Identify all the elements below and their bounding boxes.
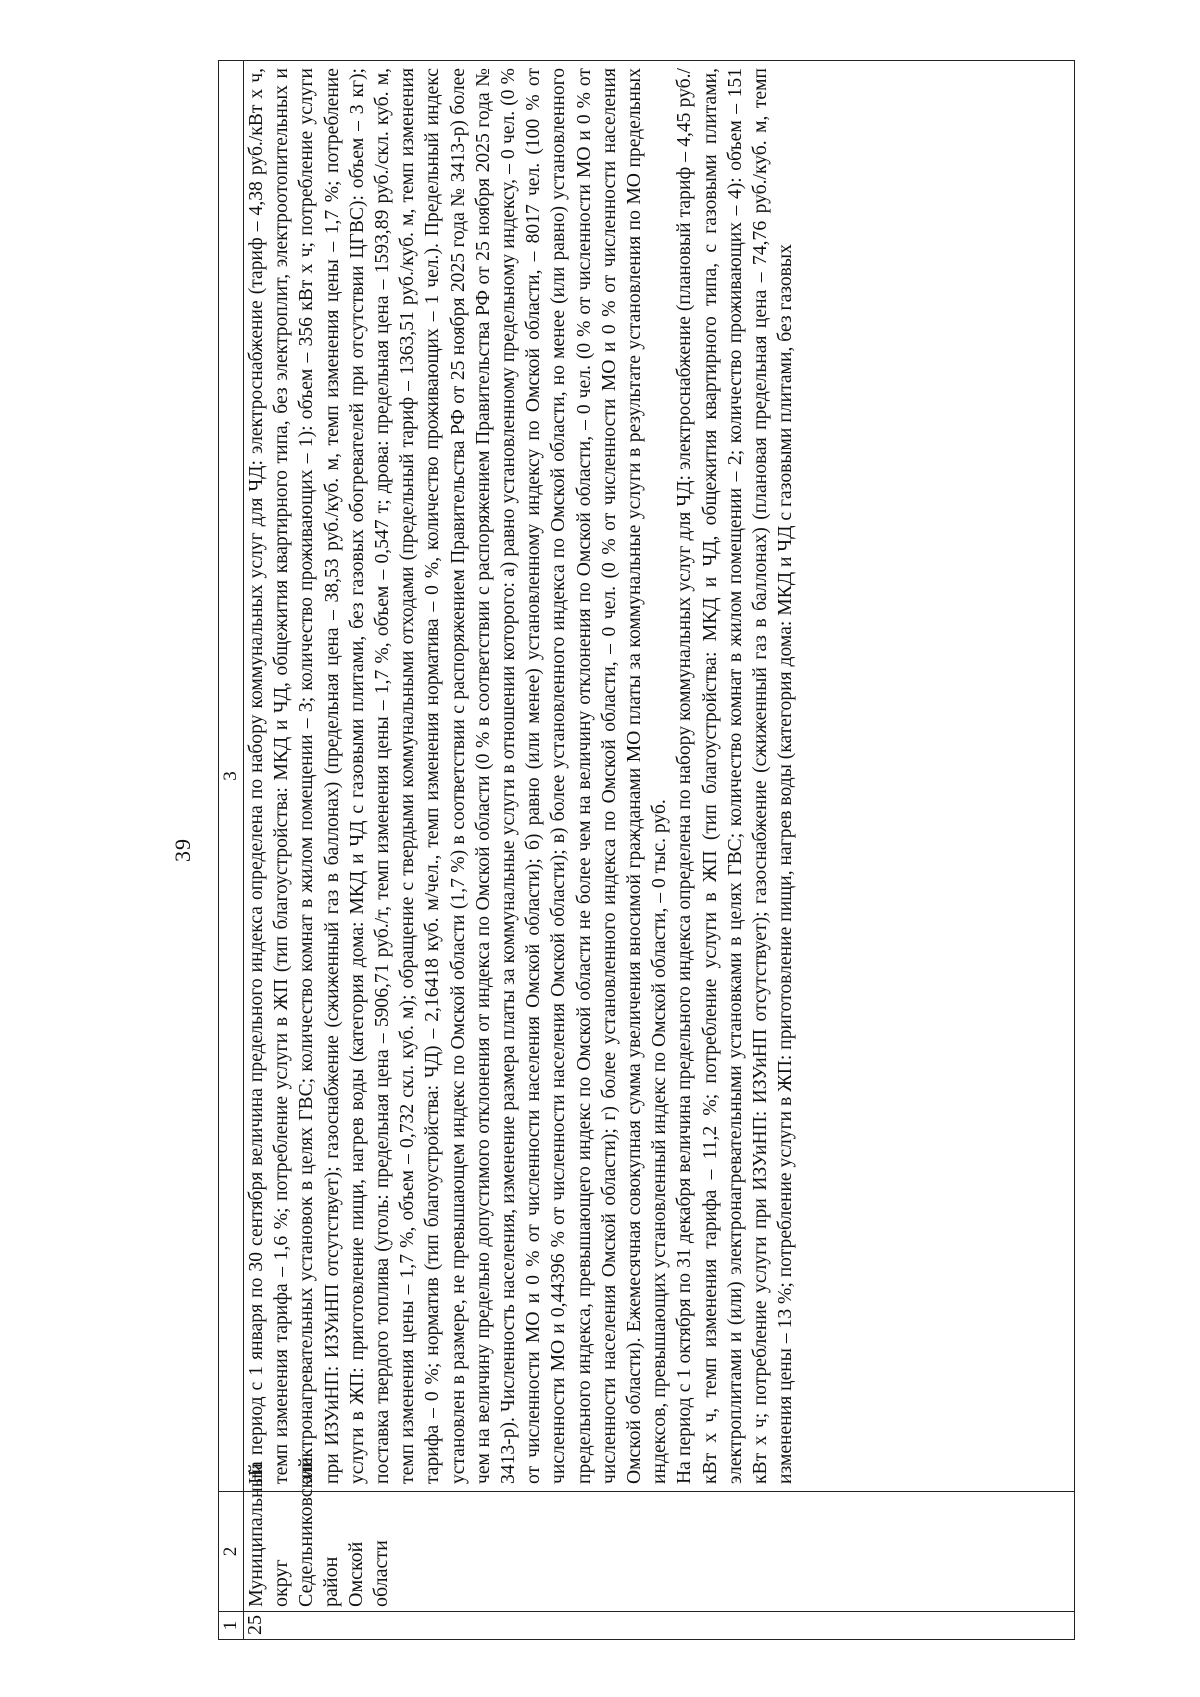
table-row — [244, 61, 1075, 1640]
table-header-row — [219, 61, 244, 1640]
description-cell — [244, 61, 1075, 1492]
paragraph-q1-q3: На период с 1 января по 30 сентября величина предельного индекса определена по набору коммунальных услуг для ЧД: электроснабжение (тариф – 4,38 руб./кВт х ч, темп изменения тарифа – 1,6 %; потребление услуги в ЖП (тип благоустройства: МКД и ЧД, общежития квартирного типа, без электроплит, электроотопительных и электронагревательных установок в целях ГВС; количество комнат в жилом помещении – 3; количество проживающих – 1): объем – 356 кВт х ч; потребление услуги при ИЗУиНП: ИЗУиНП отсутствует); газоснабжение (сжиженный газ в баллонах) (предельная цена – 38,53 руб./куб. м, темп изменения цены – 1,7 %; потребление услуги в ЖП: приготовление пищи, нагрев воды (категория дома: МКД и ЧД с газовыми плитами, без газовых обогревателей при отсутствии ЦГВС): объем – 3 кг); поставка твердого топлива (уголь: предельная цена – 5906,71 руб./т, темп изменения цены – 1,7 %, объем – 0,547 т; дрова: предельная цена – 1593,89 руб./скл. куб. м, темп изменения цены – 1,7 %, объем – 0,732 скл. куб. м); обращение с твердыми коммунальными отходами (предельный тариф – 1363,51 руб./куб. м, темп изменения тарифа – 0 %; норматив (тип благоустройства: ЧД) – 2,16418 куб. м/чел., темп изменения норматива – 0 %, количество проживающих – 1 чел.). Предельный индекс установлен в размере, не превышающем индекс по Омской области (1,7 %) в соответствии с распоряжением Правительства РФ от 25 ноября 2025 года № 3413-р) более чем на величину предельно допустимого отклонения от индекса по Омской области (0 % в соответствии с распоряжением Правительства РФ от 25 ноября 2025 года № 3413-р). Численность населения, изменение размера платы за коммунальные услуги в отношении которого: а) равно установленному предельному индексу, – 0 чел. (0 % от численности МО и 0 % от численности населения Омской области); б) равно (или менее) установленному индексу по Омской области, – 8017 чел. (100 % от численности МО и 0,44396 % от численности населения Омской области); в) более установленного индекса по Омской области, но менее (или равно) установленного предельного индекса, превышающего индекс по Омской области не более чем на величину отклонения по Омской области, – 0 чел. (0 % от численности МО и 0 % от численности населения Омской области); г) более установленного индекса по Омской области, – 0 чел. (0 % от численности МО и 0 % от численности населения Омской области). Ежемесячная совокупная сумма увеличения вносимой гражданами МО платы за коммунальные услуги в результате установления по МО предельных индексов, превышающих установленный индекс по Омской области, – 0 тыс. руб. — [246, 68, 671, 1484]
paragraph-q4: На период с 1 октября по 31 декабря величина предельного индекса определена по набору коммунальных услуг для ЧД: электроснабжение (плановый тариф – 4,45 руб./кВт х ч, темп изменения тарифа – 11,2 %; потребление услуги в ЖП (тип благоустройства: МКД и ЧД, общежития квартирного типа, с газовыми плитами, электроплитами и (или) электронагревательными установками в целях ГВС; количество комнат в жилом помещении – 2; количество проживающих – 4): объем – 151 кВт х ч; потребление услуги при ИЗУиНП: ИЗУиНП отсутствует); газоснабжение (сжиженный газ в баллонах) (плановая предельная цена – 74,76 руб./куб. м, темп изменения цены – 13 %; потребление услуги в ЖП: приготовление пищи, нагрев воды (категория дома: МКД и ЧД с газовыми плитами, без газовых — [674, 68, 797, 1484]
row-number: 25 — [244, 1612, 1075, 1640]
header-cell-1: 1 — [219, 1612, 244, 1640]
rotated-table-region — [170, 60, 1090, 1640]
page-number: 39 — [170, 838, 195, 862]
header-cell-3: 3 — [219, 61, 244, 1492]
region-name: Муниципальный округ Седельниковский район Омской области — [244, 1492, 1075, 1612]
data-table — [218, 60, 1075, 1640]
header-cell-2: 2 — [219, 1492, 244, 1612]
